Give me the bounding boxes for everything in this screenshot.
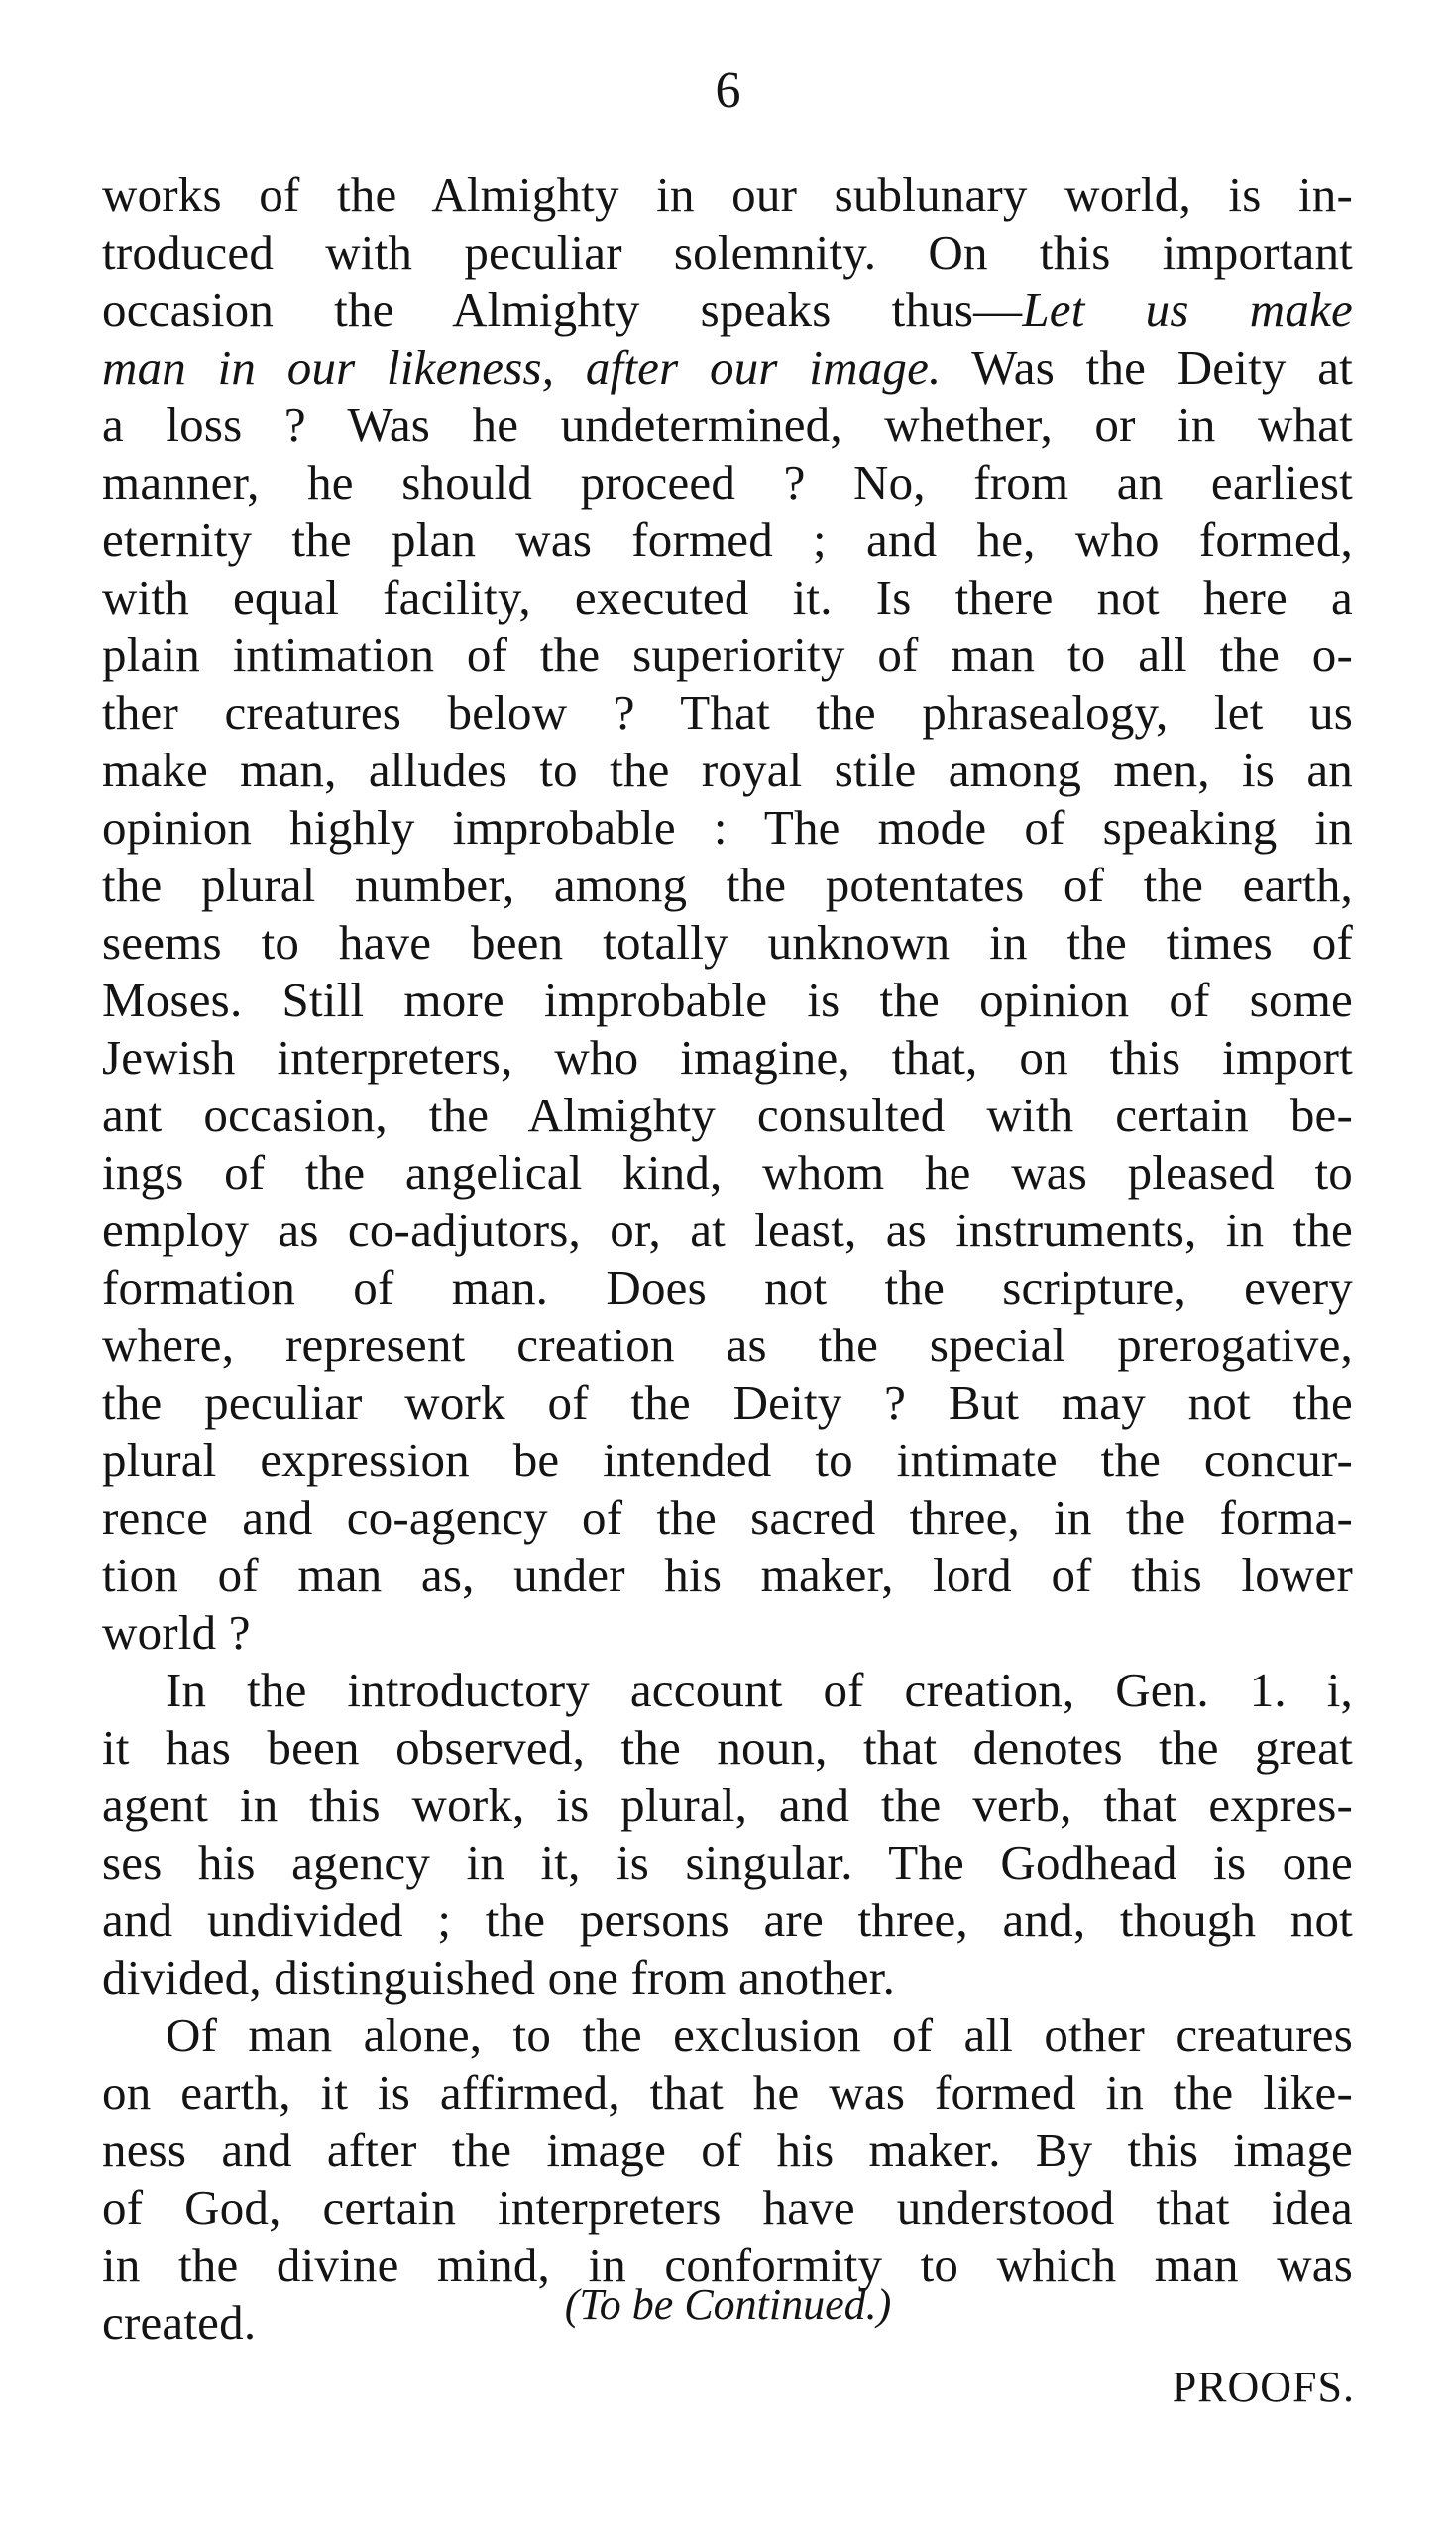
text-line-21: where, represent creation as the special prerogative, [102, 1318, 1353, 1372]
page-number: 6 [715, 62, 741, 119]
text-line-3 [102, 282, 1353, 339]
text-line-18: ings of the angelical kind, whom he was pleased to [102, 1145, 1353, 1200]
body-text [102, 167, 1353, 2352]
text-line-22: the peculiar work of the Deity ? But may not the [102, 1375, 1353, 1430]
text-line-27: In the introductory account of creation, Gen. 1. i, [166, 1663, 1353, 1717]
text-line-7: eternity the plan was formed ; and he, who formed, [102, 513, 1353, 567]
text-line-24: rence and co-agency of the sacred three, in the forma- [102, 1490, 1353, 1545]
text-line-4 [102, 339, 1353, 397]
text-line-17: ant occasion, the Almighty consulted with certain be- [102, 1088, 1353, 1142]
text-line-11: make man, alludes to the royal stile among men, is an [102, 743, 1353, 797]
text-line-10: ther creatures below ? That the phrasealogy, let us [102, 685, 1353, 740]
quotation-man-in-our-likeness: man in our likeness, after our image. [102, 340, 942, 395]
text-line-9: plain intimation of the superiority of man to all the o- [102, 628, 1353, 682]
to-be-continued-note: (To be Continued.) [564, 2280, 892, 2329]
text-line-8: with equal facility, executed it. Is there not here a [102, 570, 1353, 625]
text-line-33: Of man alone, to the exclusion of all other creatures [166, 2008, 1353, 2062]
text-line-13: the plural number, among the potentates of the earth, [102, 858, 1353, 912]
text-line-26: world ? [102, 1605, 251, 1660]
text-line-37: in the divine mind, in conformity to which man was [102, 2238, 1353, 2292]
text-line-16: Jewish interpreters, who imagine, that, on this import [102, 1030, 1353, 1085]
text-line-12: opinion highly improbable : The mode of speaking in [102, 800, 1353, 855]
text-line-29: agent in this work, is plural, and the verb, that expres- [102, 1778, 1353, 1832]
text-line-23: plural expression be intended to intimate the concur- [102, 1433, 1353, 1487]
text-line-28: it has been observed, the noun, that denotes the great [102, 1720, 1353, 1775]
text-line-1: works of the Almighty in our sublunary world, is in- [102, 168, 1353, 222]
text-line-3-roman: occasion the Almighty speaks thus— [102, 283, 1023, 337]
text-line-30: ses his agency in it, is singular. The Godhead is one [102, 1835, 1353, 1890]
text-line-4-roman: Was the Deity at [971, 340, 1353, 395]
text-line-25: tion of man as, under his maker, lord of this lower [102, 1548, 1353, 1602]
text-line-31: and undivided ; the persons are three, and, though not [102, 1893, 1353, 1947]
text-line-38: created. [102, 2295, 257, 2350]
text-line-35: ness and after the image of his maker. By this image [102, 2123, 1353, 2177]
text-line-14: seems to have been totally unknown in the times of [102, 915, 1353, 970]
text-line-20: formation of man. Does not the scripture, every [102, 1260, 1353, 1315]
quotation-let-us-make: Let us make [1022, 283, 1353, 337]
text-line-19: employ as co-adjutors, or, at least, as instruments, in the [102, 1203, 1353, 1257]
text-line-5: a loss ? Was he undetermined, whether, or in what [102, 398, 1353, 452]
text-line-34: on earth, it is affirmed, that he was formed in the like- [102, 2065, 1353, 2120]
text-line-6: manner, he should proceed ? No, from an earliest [102, 455, 1353, 510]
text-line-2: troduced with peculiar solemnity. On this important [102, 225, 1353, 280]
catchword: PROOFS. [1172, 2363, 1355, 2411]
text-line-15: Moses. Still more improbable is the opinion of some [102, 973, 1353, 1027]
text-line-36: of God, certain interpreters have understood that idea [102, 2180, 1353, 2235]
text-line-32: divided, distinguished one from another. [102, 1950, 896, 2005]
